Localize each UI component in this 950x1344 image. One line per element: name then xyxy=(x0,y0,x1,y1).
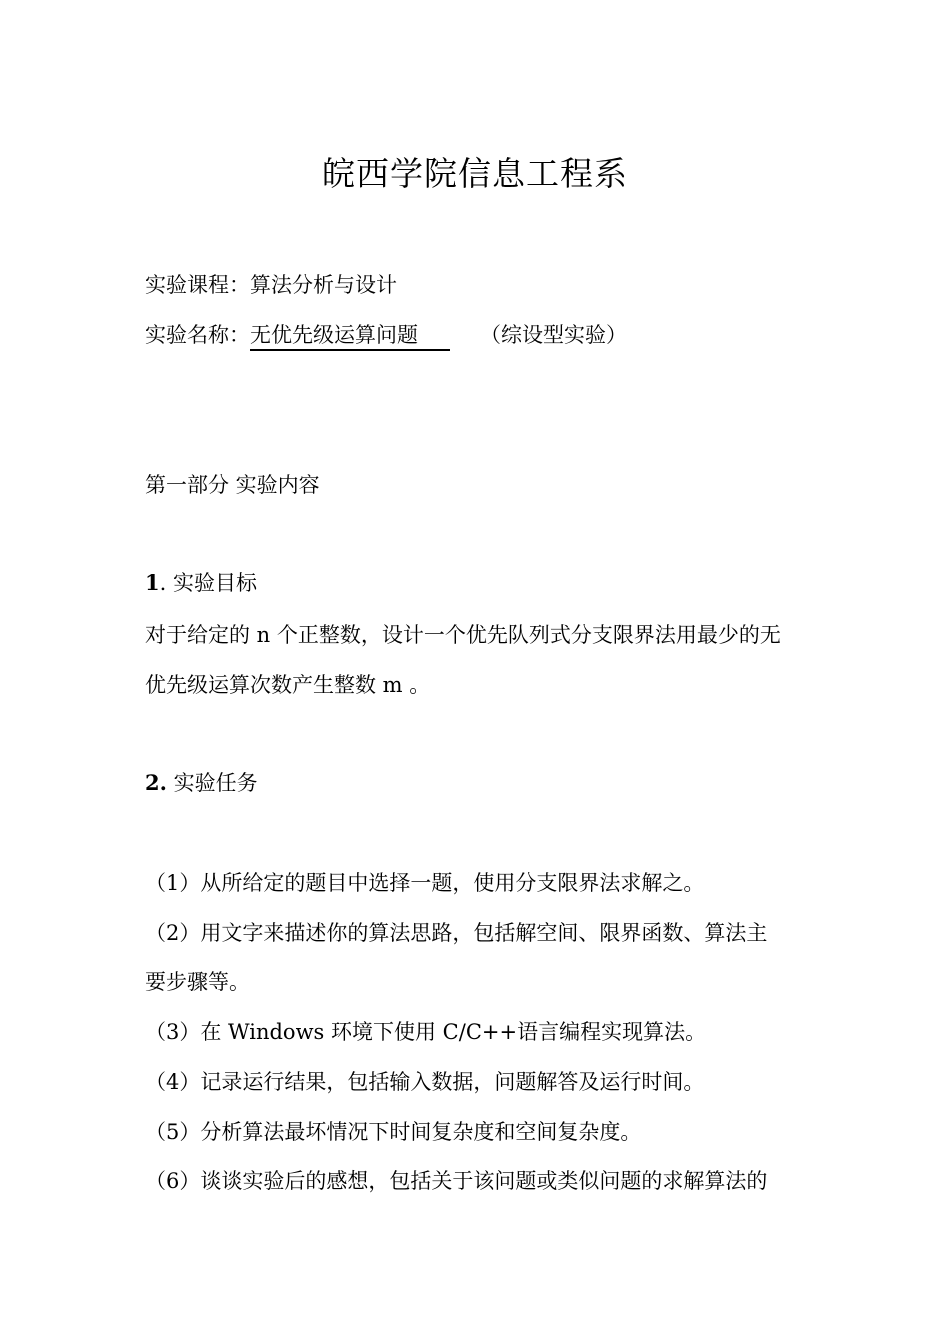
goal-text-line: 对于给定的 n 个正整数，设计一个优先队列式分支限界法用最少的无 xyxy=(145,623,781,647)
goal-text-line: 优先级运算次数产生整数 m 。 xyxy=(145,673,431,697)
task-item-continuation: 要步骤等。 xyxy=(145,970,250,994)
section-tasks-title: 实验任务 xyxy=(166,771,258,795)
course-row xyxy=(145,270,397,300)
section-goal-heading xyxy=(145,568,257,598)
part-heading: 第一部分 实验内容 xyxy=(145,473,320,497)
section-goal-title: . 实验目标 xyxy=(159,571,257,595)
task-item: （3）在 Windows 环境下使用 C/C++语言编程实现算法。 xyxy=(145,1020,707,1044)
task-item: （2）用文字来描述你的算法思路，包括解空间、限界函数、算法主 xyxy=(145,921,768,945)
experiment-name-row xyxy=(145,320,627,351)
task-item: （6）谈谈实验后的感想，包括关于该问题或类似问题的求解算法的 xyxy=(145,1169,768,1193)
task-item: （4）记录运行结果，包括输入数据，问题解答及运行时间。 xyxy=(145,1070,705,1094)
course-label: 实验课程： xyxy=(145,273,250,297)
experiment-type: （综设型实验） xyxy=(480,323,627,347)
section-tasks-heading xyxy=(145,768,258,798)
department-title: 皖西学院信息工程系 xyxy=(322,154,628,193)
experiment-name-label: 实验名称： xyxy=(145,323,250,347)
section-tasks-number: 2. xyxy=(145,770,167,795)
experiment-name-value: 无优先级运算问题 xyxy=(250,321,450,351)
course-value: 算法分析与设计 xyxy=(250,273,397,297)
section-goal-number: 1 xyxy=(145,570,160,595)
task-item: （5）分析算法最坏情况下时间复杂度和空间复杂度。 xyxy=(145,1120,642,1144)
task-item: （1）从所给定的题目中选择一题，使用分支限界法求解之。 xyxy=(145,871,705,895)
